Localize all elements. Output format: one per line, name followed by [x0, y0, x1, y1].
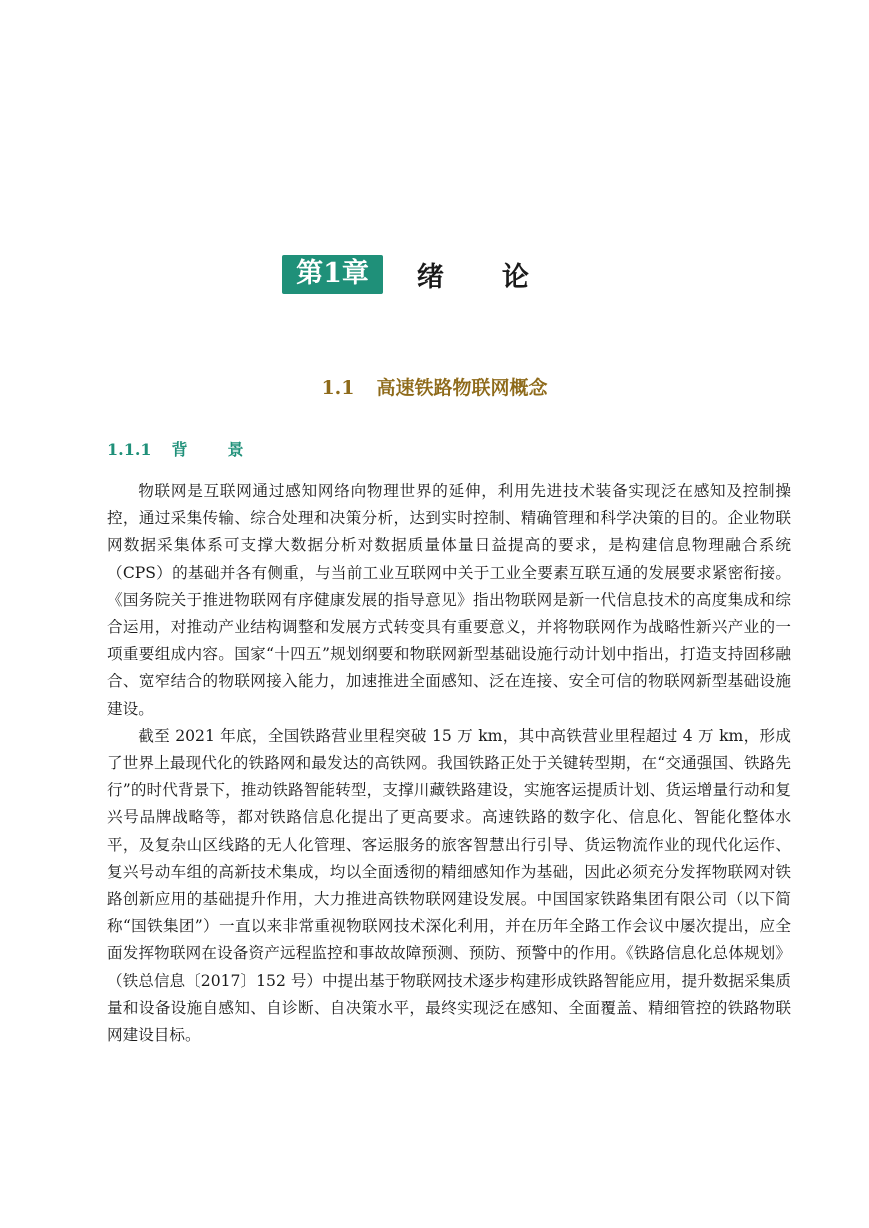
section-title: 高速铁路物联网概念 — [376, 377, 548, 399]
subsection-number: 1.1.1 — [107, 440, 152, 459]
paragraph: 截至 2021 年底，全国铁路营业里程突破 15 万 km，其中高铁营业里程超过 4 万 km，形成了世界上最现代化的铁路网和最发达的高铁网。我国铁路正处于关键转型期，在“交通强国、铁路先行”的时代背景下，推动铁路智能转型，支撑川藏铁路建设，实施客运提质计划、货运增量行动和复兴号品牌战略等，都对铁路信息化提出了更高要求。高速铁路的数字化、信息化、智能化整体水平，及复杂山区线路的无人化管理、客运服务的旅客智慧出行引导、货运物流作业的现代化运作、复兴号动车组的高新技术集成，均以全面透彻的精细感知作为基础，因此必须充分发挥物联网对铁路创新应用的基础提升作用，大力推进高铁物联网建设发展。中国国家铁路集团有限公司（以下简称“国铁集团”）一直以来非常重视物联网技术深化利用，并在历年全路工作会议中屡次提出，应全面发挥物联网在设备资产远程监控和事故故障预测、预防、预警中的作用。《铁路信息化总体规划》（铁总信息〔2017〕152 号）中提出基于物联网技术逐步构建形成铁路智能应用，提升数据采集质量和设备设施自感知、自诊断、自决策水平，最终实现泛在感知、全面覆盖、精细管控的铁路物联网建设目标。 — [107, 726, 791, 1045]
subsection-heading — [107, 437, 284, 460]
body-text — [107, 478, 791, 1049]
section-heading — [0, 373, 869, 400]
chapter-number-badge: 第1章 — [282, 255, 383, 294]
chapter-title: 绪论 — [416, 262, 587, 293]
subsection-title: 背景 — [171, 440, 284, 459]
chapter-heading — [0, 255, 869, 294]
paragraph: 物联网是互联网通过感知网络向物理世界的延伸，利用先进技术装备实现泛在感知及控制操控，通过采集传输、综合处理和决策分析，达到实时控制、精确管理和科学决策的目的。企业物联网数据采集体系可支撑大数据分析对数据质量体量日益提高的要求，是构建信息物理融合系统（CPS）的基础并各有侧重，与当前工业互联网中关于工业全要素互联互通的发展要求紧密衔接。《国务院关于推进物联网有序健康发展的指导意见》指出物联网是新一代信息技术的高度集成和综合运用，对推动产业结构调整和发展方式转变具有重要意义，并将物联网作为战略性新兴产业的一项重要组成内容。国家“十四五”规划纲要和物联网新型基础设施行动计划中指出，打造支持固移融合、宽窄结合的物联网接入能力，加速推进全面感知、泛在连接、安全可信的物联网新型基础设施建设。 — [107, 482, 791, 718]
section-number: 1.1 — [321, 377, 355, 399]
